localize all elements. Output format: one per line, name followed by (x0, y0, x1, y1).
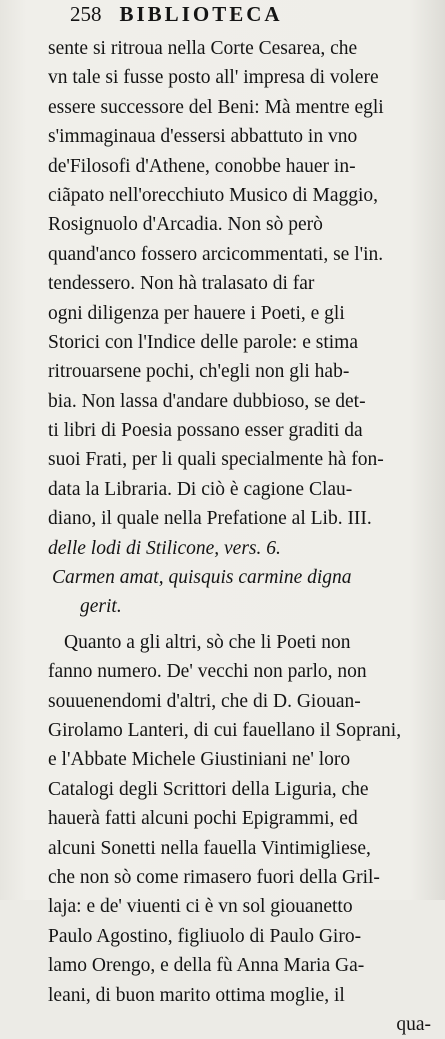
running-title: BIBLIOTECA (119, 2, 283, 26)
verse-quote-line (48, 592, 439, 621)
text-line: Storici con l'Indice delle parole: e stima (48, 331, 358, 353)
text-line: Catalogi degli Scrittori della Liguria, che (48, 778, 369, 800)
text-line: s'immaginaua d'essersi abbattuto in vno (48, 126, 358, 148)
text-line: leani, di buon marito ottima moglie, il (48, 984, 345, 1006)
verse-quote-line (48, 563, 439, 592)
text-line: che non sò come rimasero fuori della Gril- (48, 866, 380, 888)
text-line: vn tale si fusse posto all' impresa di volere (48, 67, 379, 89)
text-line: ciãpato nell'orecchiuto Musico di Maggio, (48, 184, 379, 206)
text-line: e l'Abbate Michele Giustiniani ne' loro (48, 749, 351, 771)
text-line: ritrouarsene pochi, ch'egli non gli hab- (48, 361, 350, 383)
catchword: qua- (396, 1013, 431, 1035)
text-line: de'Filosofi d'Athene, conobbe hauer in- (48, 155, 356, 177)
text-line: alcuni Sonetti nella fauella Vintimigliese, (48, 837, 371, 859)
text-line: Girolamo Lanteri, di cui fauellano il Soprani, (48, 719, 402, 741)
text-line: hauerà fatti alcuni pochi Epigrammi, ed (48, 808, 358, 830)
body-text (48, 34, 439, 1039)
text-line: Rosignuolo d'Arcadia. Non sò però (48, 214, 323, 236)
citation-text: delle lodi di Stilicone, vers. 6. (48, 537, 281, 559)
text-line: ogni diligenza per hauere i Poeti, e gli (48, 302, 345, 324)
text-line: lamo Orengo, e della fù Anna Maria Ga- (48, 955, 365, 977)
verse-text: Carmen amat, quisquis carmine digna (52, 567, 352, 589)
text-line: Paulo Agostino, figliuolo di Paulo Giro- (48, 925, 362, 947)
text-line: ti libri di Poesia possano esser graditi da (48, 420, 363, 442)
text-line: souuenendomi d'altri, che di D. Giouan- (48, 690, 361, 712)
text-line-italic (48, 534, 439, 563)
text-line: sente si ritroua nella Corte Cesarea, che (48, 38, 358, 59)
text-line: suoi Frati, per li quali specialmente hà fon- (48, 449, 384, 471)
text-line: quand'anco fossero arcicommentati, se l'in. (48, 243, 384, 265)
text-line: diano, il quale nella Prefatione al Lib. III. (48, 508, 372, 530)
text-line: bia. Non lassa d'andare dubbioso, se det- (48, 390, 366, 412)
text-line: essere successore del Beni: Mà mentre egli (48, 96, 384, 118)
text-line: Quanto a gli altri, sò che li Poeti non (64, 631, 351, 653)
running-head (48, 2, 439, 34)
verse-text: gerit. (80, 596, 122, 618)
text-line: laja: e de' viuenti ci è vn sol giouanetto (48, 896, 353, 918)
text-line: data la Libraria. Di ciò è cagione Clau- (48, 478, 353, 500)
text-line: tendessero. Non hà tralasato di far (48, 273, 315, 295)
page-number: 258 (70, 2, 102, 26)
text-line: fanno numero. De' vecchi non parlo, non (48, 661, 367, 683)
